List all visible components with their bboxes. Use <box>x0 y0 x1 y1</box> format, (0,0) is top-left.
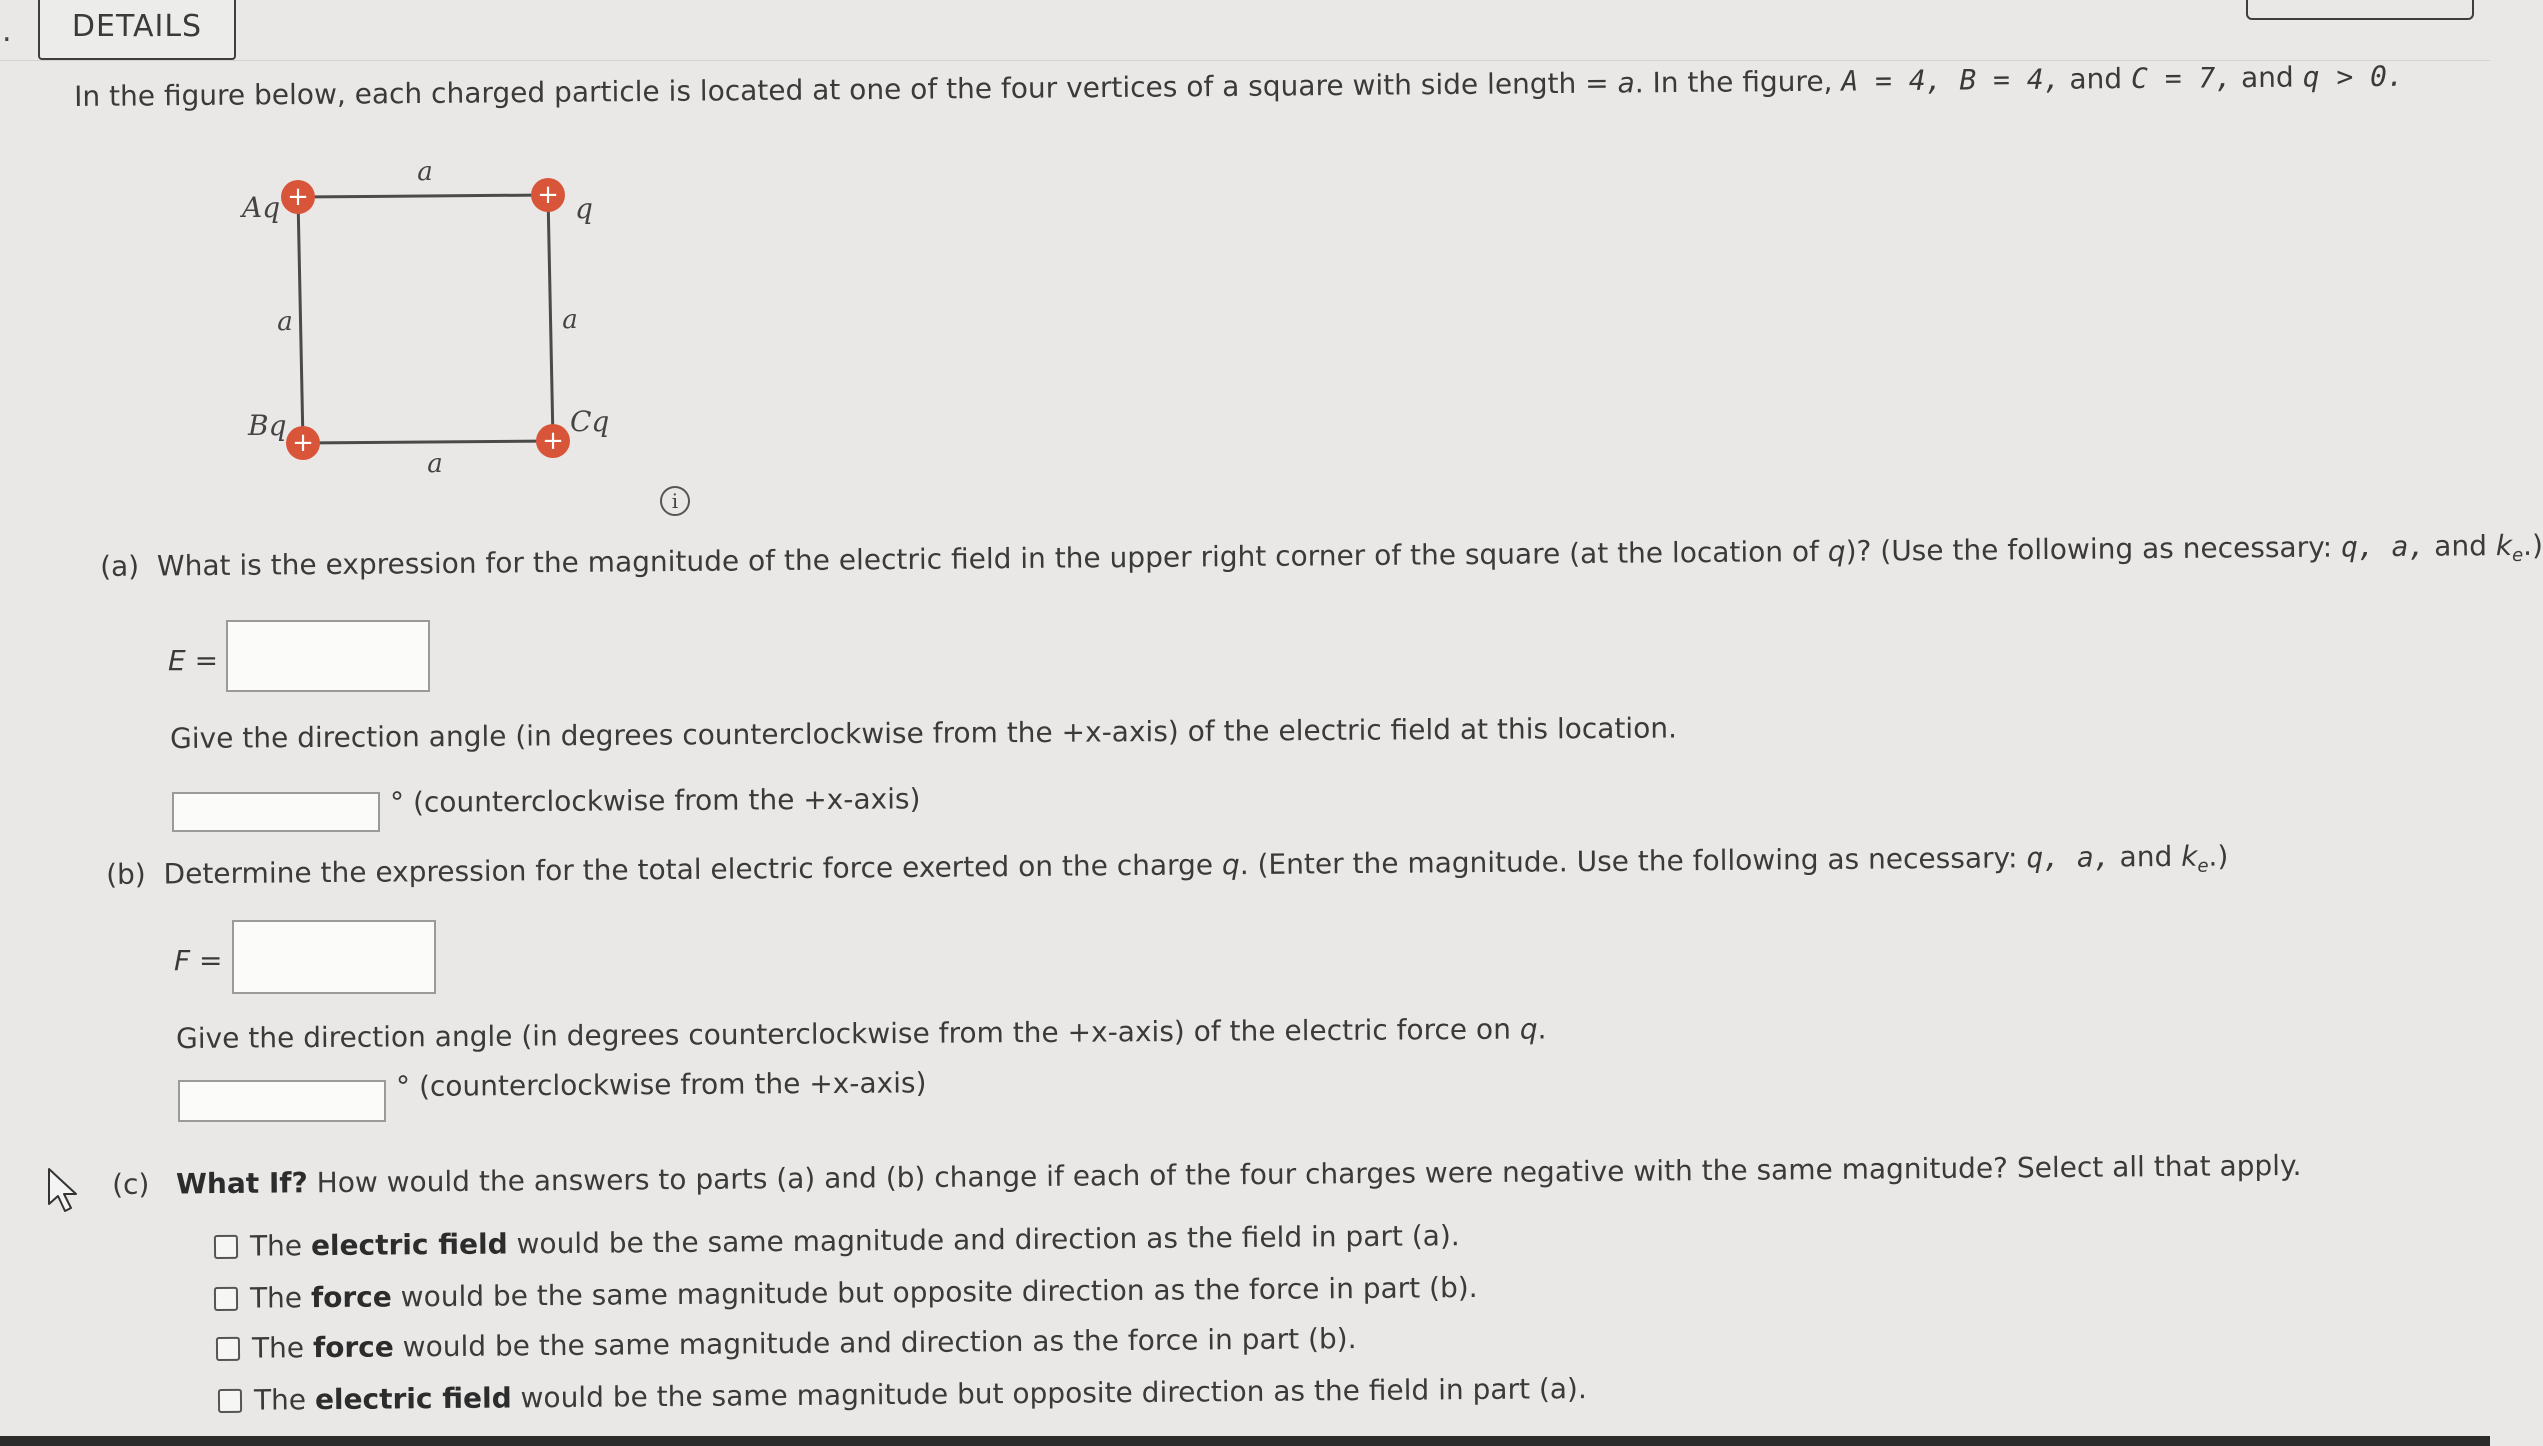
square-side-left <box>298 197 303 443</box>
top-right-control[interactable] <box>2246 0 2474 20</box>
svg-text:+: + <box>287 182 309 212</box>
f-label: F = <box>174 944 223 977</box>
e-answer-input[interactable] <box>226 620 430 692</box>
header-divider <box>0 60 2490 61</box>
svg-text:+: + <box>292 428 314 458</box>
option-field-same[interactable]: The electric field would be the same magnitude and direction as the field in part (a). <box>214 1219 1460 1263</box>
f-angle-suffix: ° (counterclockwise from the +x-axis) <box>396 1066 927 1103</box>
part-c-question: (c) What If? How would the answers to parts (a) and (b) change if each of the four charges were negative with the same magnitude? Select all that apply. <box>112 1148 2302 1201</box>
option-force-opposite[interactable]: The force would be the same magnitude but opposite direction as the force in part (b). <box>214 1271 1478 1315</box>
f-answer-input[interactable] <box>232 920 436 994</box>
charge-top-left <box>281 180 315 214</box>
f-angle-input[interactable] <box>178 1080 386 1122</box>
part-b-question: (b) Determine the expression for the total electric force exerted on the charge q. (Enter the magnitude. Use the following as necessary: q, a, and $k_e$.) <box>106 839 2229 891</box>
side-label-right: a <box>562 305 578 335</box>
charge-label-aq: Aq <box>242 191 281 224</box>
checkbox[interactable] <box>214 1286 238 1310</box>
details-tab[interactable] <box>38 0 236 60</box>
checkbox[interactable] <box>218 1388 242 1412</box>
charge-label-cq: Cq <box>570 405 610 438</box>
e-label: E = <box>168 644 219 677</box>
charge-label-q: q <box>575 192 593 225</box>
side-label-top: a <box>417 157 433 187</box>
bottom-edge <box>0 1436 2490 1446</box>
problem-intro: In the figure below, each charged particle is located at one of the four vertices of a square with side length = a. In the figure, A = 4, B = 4, and C = 7, and q > 0. <box>74 59 2404 113</box>
part-a-direction-prompt: Give the direction angle (in degrees counterclockwise from the +x-axis) of the electric field at this location. <box>170 711 1678 755</box>
option-force-same[interactable]: The force would be the same magnitude and direction as the force in part (b). <box>216 1322 1357 1365</box>
part-b-direction-prompt: Give the direction angle (in degrees counterclockwise from the +x-axis) of the electric force on q. <box>176 1012 1547 1055</box>
square-side-top <box>298 195 548 197</box>
part-a-question: (a) What is the expression for the magnitude of the electric field in the upper right corner of the square (at the location of q)? (Use the following as necessary: q, a, and $k_e$.) <box>100 528 2543 583</box>
e-angle-input[interactable] <box>172 792 380 832</box>
charge-top-right <box>531 178 565 212</box>
charge-square-figure <box>230 150 630 480</box>
side-label-left: a <box>277 307 293 337</box>
details-label: DETAILS <box>71 8 203 44</box>
e-angle-suffix: ° (counterclockwise from the +x-axis) <box>390 782 921 819</box>
checkbox[interactable] <box>214 1234 238 1258</box>
option-field-opposite[interactable]: The electric field would be the same magnitude but opposite direction as the field in part (a). <box>218 1372 1587 1417</box>
square-side-right <box>548 195 553 441</box>
info-icon[interactable]: i <box>660 486 690 516</box>
checkbox[interactable] <box>216 1336 240 1360</box>
charge-bottom-right <box>536 424 570 458</box>
charge-bottom-left <box>286 426 320 460</box>
square-side-bottom <box>303 441 553 443</box>
svg-text:+: + <box>537 180 559 210</box>
charge-label-bq: Bq <box>248 409 287 442</box>
mouse-cursor-icon <box>46 1166 86 1216</box>
side-label-bottom: a <box>427 449 443 479</box>
more-dot: . <box>2 14 12 49</box>
svg-text:+: + <box>542 426 564 456</box>
